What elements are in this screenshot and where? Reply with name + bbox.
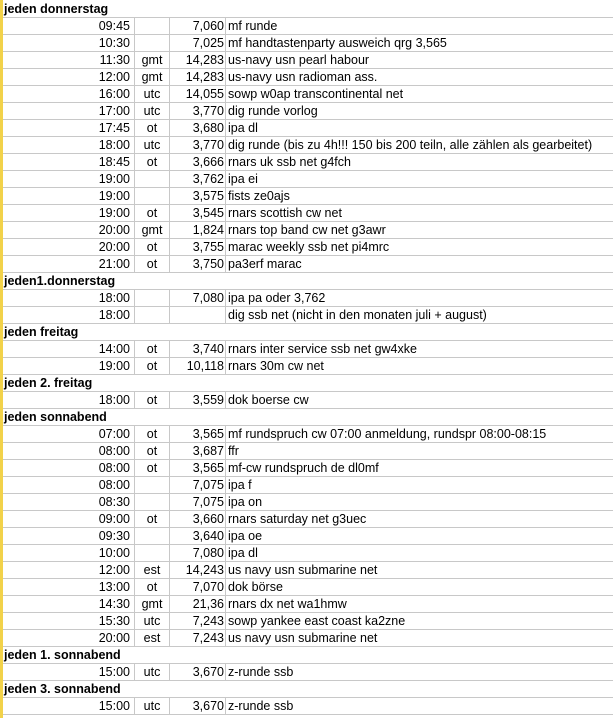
frequency-cell[interactable]: 21,36 [170,596,226,612]
timezone-cell[interactable]: gmt [135,222,170,238]
description-cell[interactable]: mf runde [228,19,278,33]
timezone-cell[interactable]: gmt [135,52,170,68]
schedule-row [3,613,613,630]
time-cell[interactable]: 19:00 [3,188,135,204]
time-cell[interactable]: 07:00 [3,426,135,442]
section-header-row [3,409,613,426]
description-cell[interactable]: dok boerse cw [228,393,309,407]
frequency-cell[interactable]: 3,740 [170,341,226,357]
time-cell[interactable]: 20:00 [3,239,135,255]
timezone-cell[interactable]: ot [135,579,170,595]
section-header-row [3,681,613,698]
frequency-cell[interactable]: 3,770 [170,103,226,119]
time-cell[interactable]: 12:00 [3,69,135,85]
timezone-cell[interactable] [135,18,170,34]
description-cell[interactable]: rnars uk ssb net g4fch [228,155,351,169]
timezone-cell[interactable]: gmt [135,69,170,85]
timezone-cell[interactable] [135,290,170,306]
schedule-row [3,256,613,273]
schedule-row [3,358,613,375]
schedule-row [3,86,613,103]
time-cell[interactable]: 21:00 [3,256,135,272]
description-cell[interactable]: rnars dx net wa1hmw [228,597,347,611]
section-title-cell[interactable]: jeden donnerstag [4,2,109,16]
timezone-cell[interactable]: utc [135,86,170,102]
frequency-cell[interactable]: 3,762 [170,171,226,187]
timezone-cell[interactable]: ot [135,426,170,442]
frequency-cell[interactable]: 3,670 [170,664,226,680]
schedule-row [3,52,613,69]
description-cell[interactable]: dig runde vorlog [228,104,318,118]
timezone-cell[interactable]: utc [135,664,170,680]
time-cell[interactable]: 19:00 [3,171,135,187]
frequency-cell[interactable]: 3,687 [170,443,226,459]
frequency-cell[interactable]: 14,243 [170,562,226,578]
frequency-cell[interactable]: 7,080 [170,545,226,561]
schedule-row [3,154,613,171]
frequency-cell[interactable]: 14,055 [170,86,226,102]
schedule-row [3,205,613,222]
timezone-cell[interactable] [135,307,170,323]
time-cell[interactable]: 09:00 [3,511,135,527]
frequency-cell[interactable]: 7,075 [170,477,226,493]
schedule-row [3,460,613,477]
timezone-cell[interactable] [135,528,170,544]
schedule-row [3,341,613,358]
time-cell[interactable]: 19:00 [3,205,135,221]
time-cell[interactable]: 17:00 [3,103,135,119]
frequency-cell[interactable]: 3,640 [170,528,226,544]
schedule-row [3,307,613,324]
time-cell[interactable]: 15:00 [3,698,135,714]
schedule-row [3,477,613,494]
schedule-row [3,443,613,460]
time-cell[interactable]: 18:45 [3,154,135,170]
description-cell[interactable]: ipa dl [228,546,258,560]
frequency-cell[interactable]: 7,060 [170,18,226,34]
time-cell[interactable]: 14:30 [3,596,135,612]
schedule-row [3,290,613,307]
timezone-cell[interactable] [135,545,170,561]
frequency-cell[interactable]: 1,824 [170,222,226,238]
description-cell[interactable]: z-runde ssb [228,699,294,713]
description-cell[interactable]: sowp w0ap transcontinental net [228,87,404,101]
description-cell[interactable]: ipa on [228,495,263,509]
frequency-cell[interactable]: 3,680 [170,120,226,136]
schedule-row [3,664,613,681]
description-cell[interactable]: mf handtastenparty ausweich qrg 3,565 [228,36,447,50]
description-cell[interactable]: ipa dl [228,121,258,135]
description-cell[interactable]: pa3erf marac [228,257,302,271]
timezone-cell[interactable]: ot [135,120,170,136]
time-cell[interactable]: 10:00 [3,545,135,561]
description-cell[interactable]: sowp yankee east coast ka2zne [228,614,406,628]
time-cell[interactable]: 09:30 [3,528,135,544]
frequency-cell[interactable]: 3,565 [170,460,226,476]
description-cell[interactable]: z-runde ssb [228,665,294,679]
frequency-cell[interactable]: 3,660 [170,511,226,527]
frequency-cell[interactable] [170,307,226,323]
description-cell[interactable]: dok börse [228,580,283,594]
frequency-cell[interactable]: 7,243 [170,630,226,646]
timezone-cell[interactable] [135,494,170,510]
frequency-cell[interactable]: 3,575 [170,188,226,204]
section-header-row [3,324,613,341]
frequency-cell[interactable]: 10,118 [170,358,226,374]
frequency-cell[interactable]: 3,545 [170,205,226,221]
schedule-row [3,494,613,511]
timezone-cell[interactable]: ot [135,256,170,272]
description-cell[interactable]: marac weekly ssb net pi4mrc [228,240,390,254]
timezone-cell[interactable]: ot [135,205,170,221]
description-cell[interactable]: rnars top band cw net g3awr [228,223,386,237]
timezone-cell[interactable] [135,477,170,493]
frequency-cell[interactable]: 3,559 [170,392,226,408]
schedule-row [3,698,613,715]
timezone-cell[interactable]: est [135,562,170,578]
time-cell[interactable]: 19:00 [3,358,135,374]
timezone-cell[interactable] [135,171,170,187]
timezone-cell[interactable]: gmt [135,596,170,612]
schedule-row [3,35,613,52]
section-title-cell[interactable]: jeden freitag [4,325,79,339]
description-cell[interactable]: dig runde (bis zu 4h!!! 150 bis 200 teiln, alle zählen als gearbeitet) [228,138,593,152]
description-cell[interactable]: mf-cw rundspruch de dl0mf [228,461,379,475]
timezone-cell[interactable]: utc [135,103,170,119]
schedule-row [3,18,613,35]
timezone-cell[interactable]: ot [135,358,170,374]
section-header-row [3,273,613,290]
description-cell[interactable]: rnars inter service ssb net gw4xke [228,342,417,356]
time-cell[interactable]: 11:30 [3,52,135,68]
time-cell[interactable]: 08:00 [3,460,135,476]
schedule-row [3,103,613,120]
schedule-row [3,511,613,528]
frequency-cell[interactable]: 3,755 [170,239,226,255]
description-cell[interactable]: rnars saturday net g3uec [228,512,367,526]
description-cell[interactable]: us-navy usn radioman ass. [228,70,378,84]
timezone-cell[interactable] [135,188,170,204]
description-cell[interactable]: fists ze0ajs [228,189,290,203]
time-cell[interactable]: 09:45 [3,18,135,34]
time-cell[interactable]: 08:30 [3,494,135,510]
schedule-row [3,426,613,443]
time-cell[interactable]: 18:00 [3,290,135,306]
description-cell[interactable]: dig ssb net (nicht in den monaten juli + august) [228,308,487,322]
time-cell[interactable]: 17:45 [3,120,135,136]
time-cell[interactable]: 20:00 [3,630,135,646]
time-cell[interactable]: 18:00 [3,137,135,153]
schedule-row [3,528,613,545]
time-cell[interactable]: 08:00 [3,443,135,459]
timezone-cell[interactable] [135,35,170,51]
time-cell[interactable]: 15:30 [3,613,135,629]
timezone-cell[interactable]: utc [135,137,170,153]
section-title-cell[interactable]: jeden sonnabend [4,410,107,424]
description-cell[interactable]: ffr [228,444,239,458]
timezone-cell[interactable]: ot [135,341,170,357]
time-cell[interactable]: 18:00 [3,392,135,408]
schedule-row [3,545,613,562]
schedule-row [3,392,613,409]
schedule-row [3,239,613,256]
timezone-cell[interactable]: ot [135,392,170,408]
frequency-cell[interactable]: 7,025 [170,35,226,51]
schedule-row [3,171,613,188]
timezone-cell[interactable]: ot [135,239,170,255]
time-cell[interactable]: 18:00 [3,307,135,323]
description-cell[interactable]: rnars scottish cw net [228,206,342,220]
frequency-cell[interactable]: 3,750 [170,256,226,272]
description-cell[interactable]: rnars 30m cw net [228,359,324,373]
frequency-cell[interactable]: 3,770 [170,137,226,153]
description-cell[interactable]: ipa f [228,478,252,492]
timezone-cell[interactable]: ot [135,460,170,476]
schedule-row [3,137,613,154]
timezone-cell[interactable]: ot [135,154,170,170]
schedule-row [3,120,613,137]
section-header-row [3,375,613,392]
description-cell[interactable]: us navy usn submarine net [228,631,378,645]
description-cell[interactable]: us-navy usn pearl habour [228,53,370,67]
timezone-cell[interactable]: utc [135,613,170,629]
timezone-cell[interactable]: est [135,630,170,646]
description-cell[interactable]: ipa pa oder 3,762 [228,291,326,305]
timezone-cell[interactable]: ot [135,511,170,527]
time-cell[interactable]: 14:00 [3,341,135,357]
frequency-cell[interactable]: 7,243 [170,613,226,629]
section-title-cell[interactable]: jeden 2. freitag [4,376,93,390]
frequency-cell[interactable]: 14,283 [170,52,226,68]
schedule-row [3,222,613,239]
frequency-cell[interactable]: 7,075 [170,494,226,510]
frequency-cell[interactable]: 3,565 [170,426,226,442]
frequency-cell[interactable]: 14,283 [170,69,226,85]
frequency-cell[interactable]: 3,666 [170,154,226,170]
description-cell[interactable]: mf rundspruch cw 07:00 anmeldung, rundspr 08:00-08:15 [228,427,547,441]
frequency-cell[interactable]: 7,080 [170,290,226,306]
section-title-cell[interactable]: jeden 1. sonnabend [4,648,121,662]
frequency-cell[interactable]: 7,070 [170,579,226,595]
timezone-cell[interactable]: ot [135,443,170,459]
time-cell[interactable]: 12:00 [3,562,135,578]
time-cell[interactable]: 10:30 [3,35,135,51]
schedule-row [3,69,613,86]
description-cell[interactable]: ipa oe [228,529,263,543]
schedule-row [3,579,613,596]
section-title-cell[interactable]: jeden 3. sonnabend [4,682,121,696]
schedule-row [3,562,613,579]
time-cell[interactable]: 20:00 [3,222,135,238]
frequency-cell[interactable]: 3,670 [170,698,226,714]
timezone-cell[interactable]: utc [135,698,170,714]
schedule-row [3,630,613,647]
time-cell[interactable]: 13:00 [3,579,135,595]
description-cell[interactable]: ipa ei [228,172,258,186]
section-header-row [3,1,613,18]
time-cell[interactable]: 15:00 [3,664,135,680]
time-cell[interactable]: 16:00 [3,86,135,102]
time-cell[interactable]: 08:00 [3,477,135,493]
section-title-cell[interactable]: jeden1.donnerstag [4,274,116,288]
section-header-row [3,647,613,664]
schedule-row [3,596,613,613]
description-cell[interactable]: us navy usn submarine net [228,563,378,577]
schedule-row [3,188,613,205]
